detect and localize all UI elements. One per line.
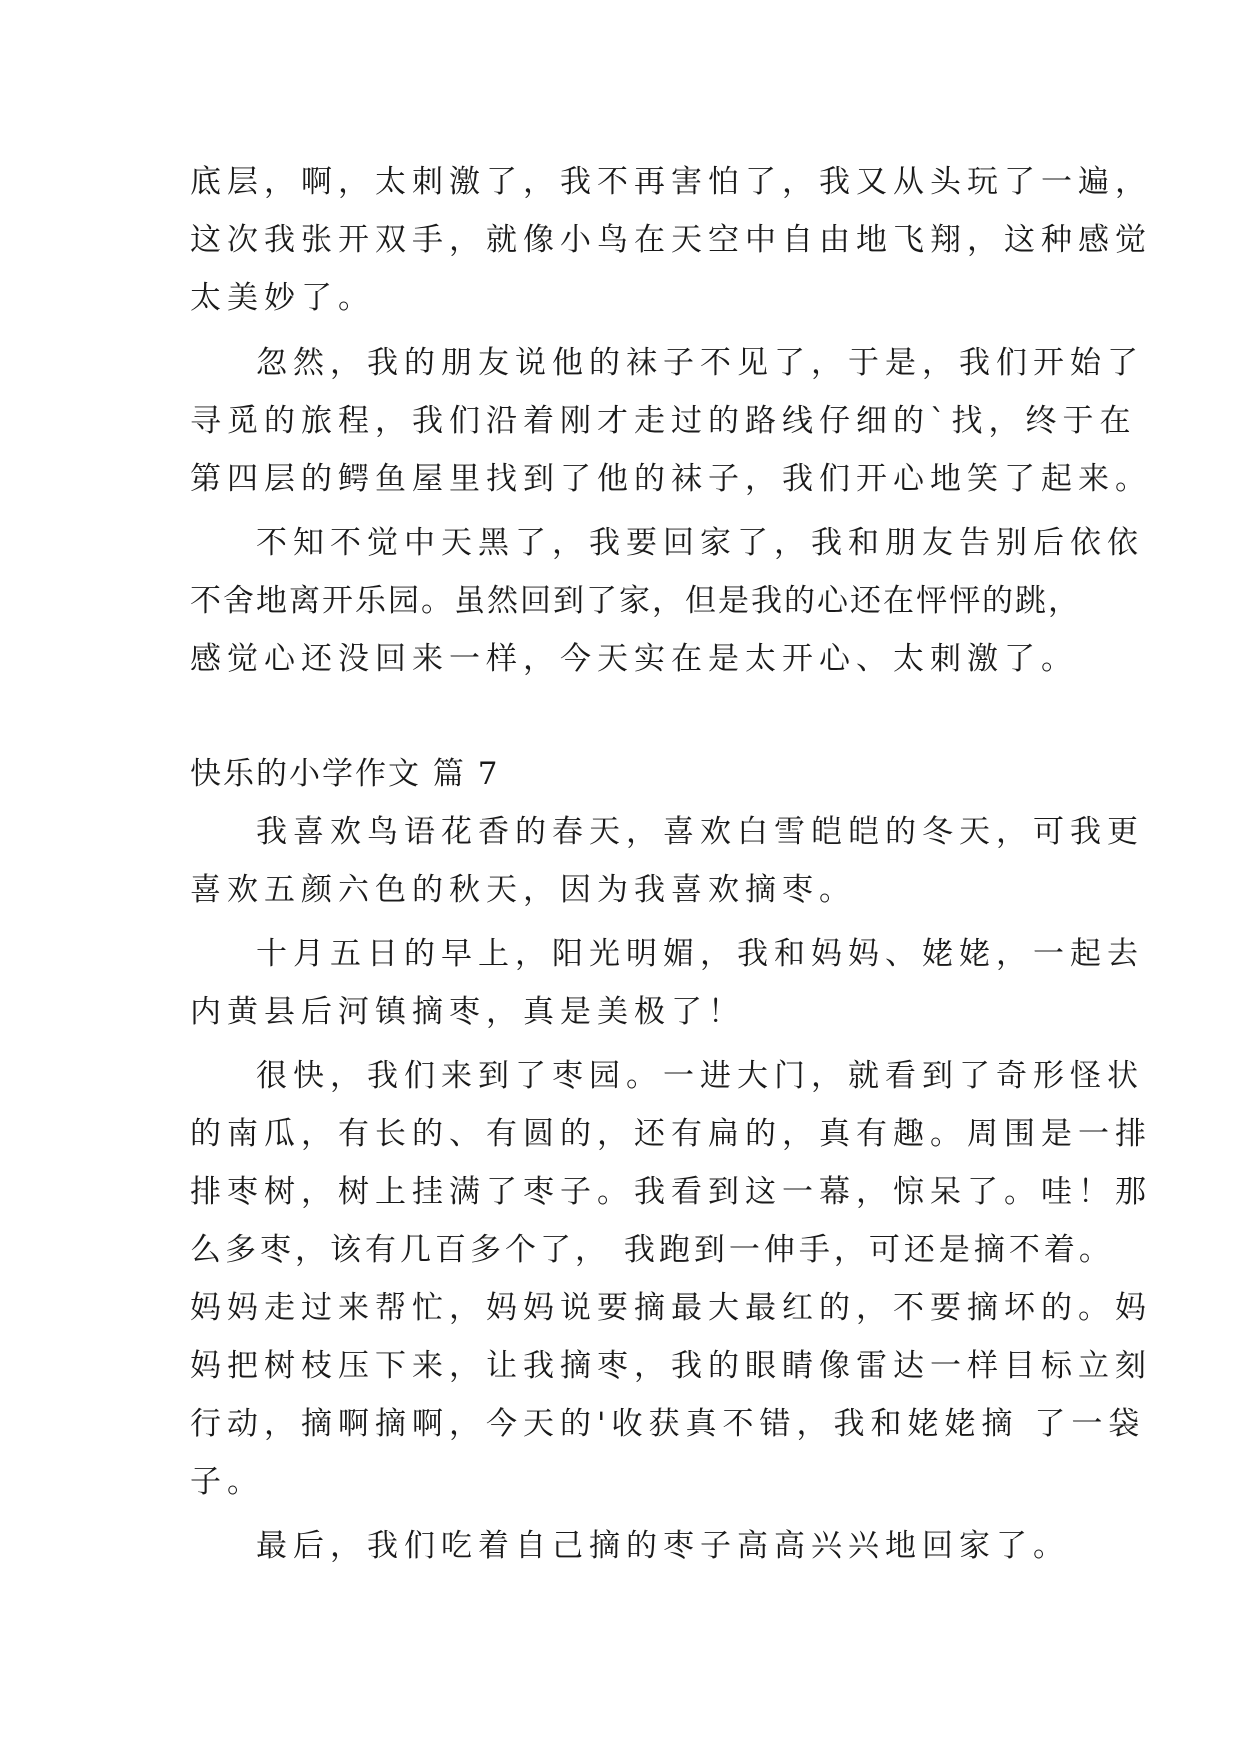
text-line: 不舍地离开乐园。虽然回到了家，但是我的心还在怦怦的跳，	[190, 583, 1081, 619]
text-line: 太美妙了。	[190, 280, 375, 316]
text-line: 喜欢五颜六色的秋天，因为我喜欢摘枣。	[190, 872, 856, 908]
text-line: 这次我张开双手，就像小鸟在天空中自由地飞翔，这种感觉	[190, 222, 1152, 258]
text-line: 感觉心还没回来一样，今天实在是太开心、太刺激了。	[190, 641, 1078, 677]
text-line: 的南瓜，有长的、有圆的，还有扁的，真有趣。周围是一排	[190, 1116, 1152, 1152]
text-line: 行动，摘啊摘啊，今天的'收获真不错，我和姥姥摘 了一袋	[190, 1406, 1146, 1442]
text-line: 底层，啊，太刺激了，我不再害怕了，我又从头玩了一遍，	[190, 164, 1152, 200]
paragraph-first-line: 最后，我们吃着自己摘的枣子高高兴兴地回家了。	[256, 1528, 1070, 1564]
paragraph-first-line: 不知不觉中天黑了，我要回家了，我和朋友告别后依依	[256, 525, 1144, 561]
text-line: 第四层的鳄鱼屋里找到了他的袜子，我们开心地笑了起来。	[190, 461, 1152, 497]
section-heading: 快乐的小学作文 篇 7	[190, 756, 500, 792]
text-line: 排枣树，树上挂满了枣子。我看到这一幕，惊呆了。哇！那	[190, 1174, 1152, 1210]
text-line: 妈把树枝压下来，让我摘枣，我的眼睛像雷达一样目标立刻	[190, 1348, 1152, 1384]
text-line: 子。	[190, 1464, 264, 1500]
text-line: 内黄县后河镇摘枣，真是美极了！	[190, 994, 745, 1030]
paragraph-first-line: 很快，我们来到了枣园。一进大门，就看到了奇形怪状	[256, 1058, 1144, 1094]
text-line: 妈妈走过来帮忙，妈妈说要摘最大最红的，不要摘坏的。妈	[190, 1290, 1152, 1326]
text-line: 寻觅的旅程，我们沿着刚才走过的路线仔细的`找，终于在	[190, 403, 1137, 439]
text-line: 么多枣，该有几百多个了， 我跑到一伸手，可还是摘不着。	[190, 1232, 1114, 1268]
paragraph-first-line: 我喜欢鸟语花香的春天，喜欢白雪皑皑的冬天，可我更	[256, 814, 1144, 850]
paragraph-first-line: 忽然，我的朋友说他的袜子不见了，于是，我们开始了	[256, 345, 1144, 381]
paragraph-first-line: 十月五日的早上，阳光明媚，我和妈妈、姥姥，一起去	[256, 936, 1144, 972]
